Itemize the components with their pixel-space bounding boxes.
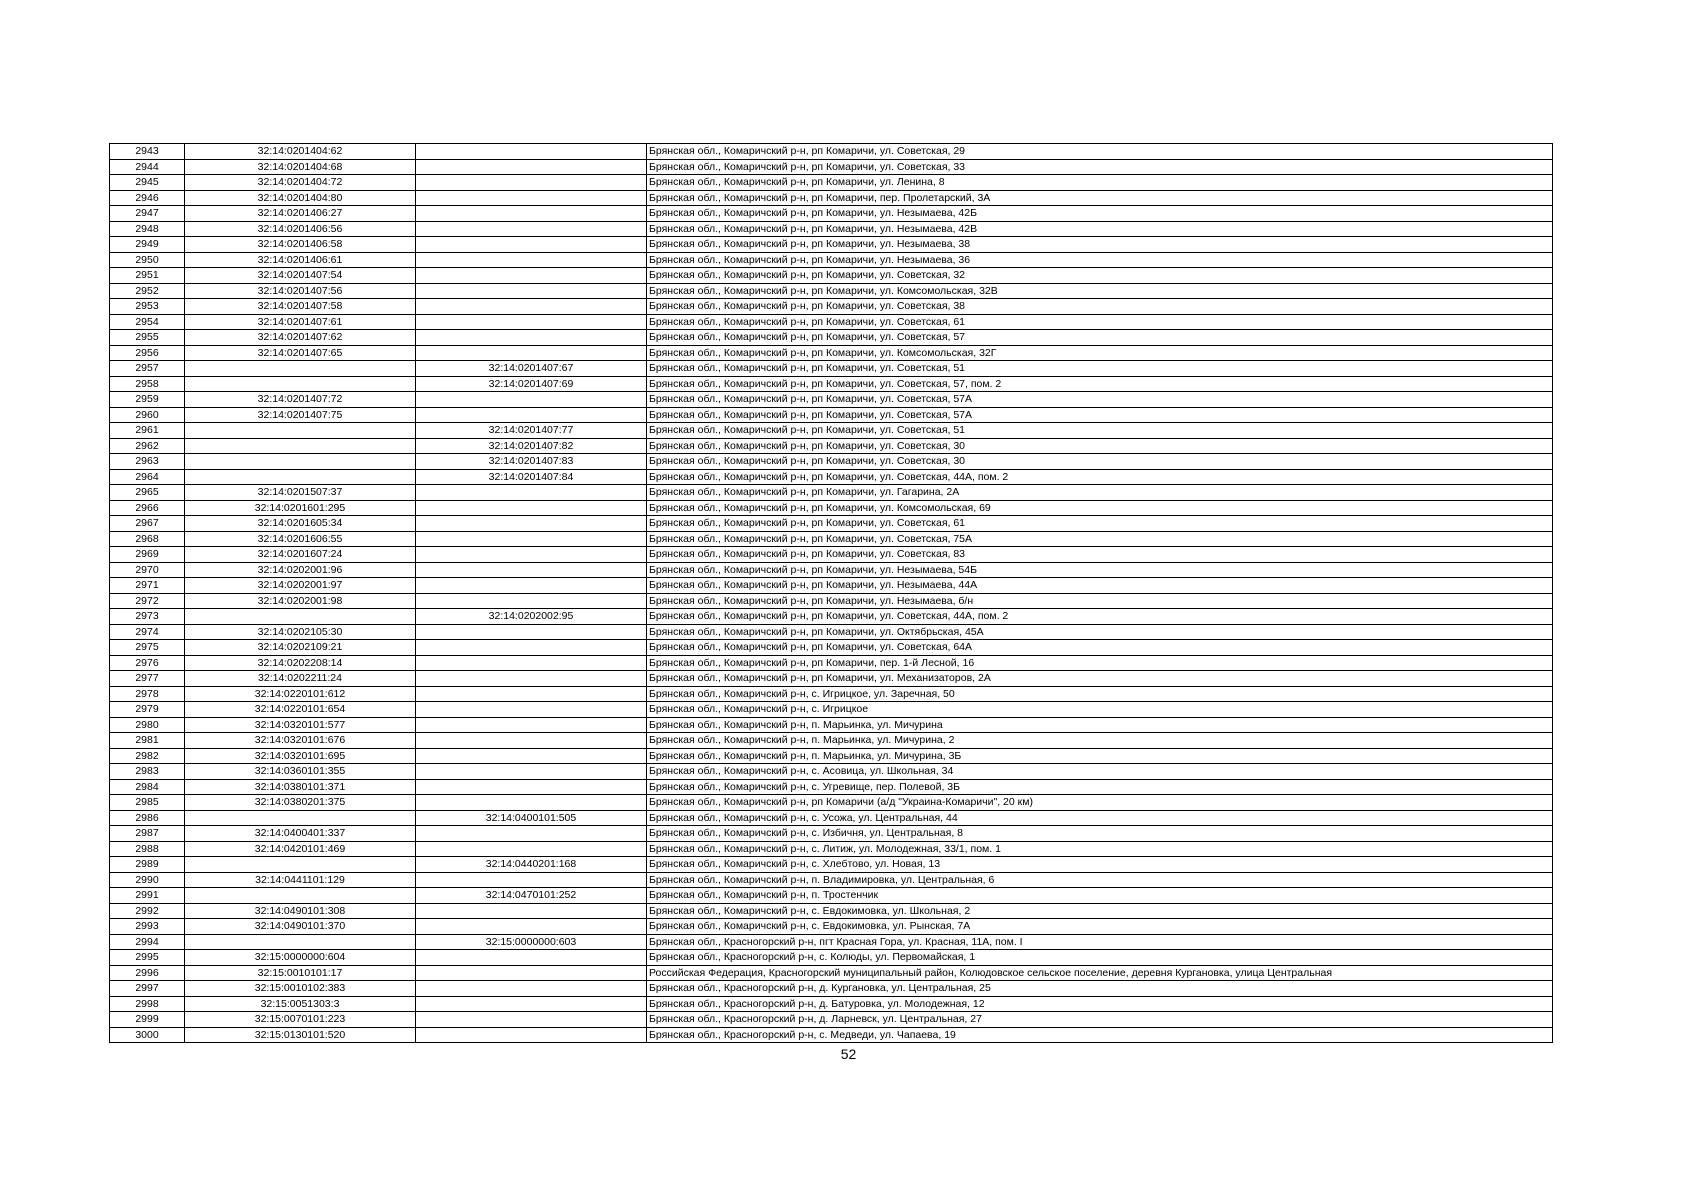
row-number-cell: 2999 [110,1012,185,1028]
address-cell: Брянская обл., Комаричский р-н, с. Евдокимовка, ул. Рынская, 7А [647,919,1553,935]
cadastral-number-alt-cell: 32:14:0440201:168 [416,857,647,873]
row-number-cell: 2960 [110,407,185,423]
cadastral-number-alt-cell [416,562,647,578]
row-number-cell: 2943 [110,144,185,160]
table-row [110,221,1553,237]
cadastral-number-cell: 32:14:0201407:65 [185,345,416,361]
table-row [110,361,1553,377]
cadastral-number-alt-cell [416,268,647,284]
address-cell: Брянская обл., Комаричский р-н, рп Комаричи, ул. Советская, 38 [647,299,1553,315]
cadastral-number-alt-cell [416,671,647,687]
table-row [110,764,1553,780]
address-cell: Брянская обл., Комаричский р-н, рп Комаричи, пер. 1-й Лесной, 16 [647,655,1553,671]
table-row [110,950,1553,966]
address-cell: Брянская обл., Комаричский р-н, рп Комаричи, ул. Советская, 64А [647,640,1553,656]
address-cell: Брянская обл., Комаричский р-н, п. Марьинка, ул. Мичурина [647,717,1553,733]
cadastral-number-cell [185,376,416,392]
cadastral-number-cell: 32:14:0201407:58 [185,299,416,315]
cadastral-number-alt-cell [416,237,647,253]
address-cell: Брянская обл., Комаричский р-н, с. Евдокимовка, ул. Школьная, 2 [647,903,1553,919]
cadastral-number-alt-cell [416,655,647,671]
row-number-cell: 2979 [110,702,185,718]
address-cell: Брянская обл., Комаричский р-н, рп Комаричи, ул. Советская, 33 [647,159,1553,175]
cadastral-number-cell: 32:14:0201406:27 [185,206,416,222]
cadastral-number-alt-cell: 32:14:0400101:505 [416,810,647,826]
cadastral-number-cell: 32:14:0201407:75 [185,407,416,423]
row-number-cell: 2967 [110,516,185,532]
address-cell: Брянская обл., Красногорский р-н, с. Колюды, ул. Первомайская, 1 [647,950,1553,966]
row-number-cell: 2980 [110,717,185,733]
cadastral-number-alt-cell [416,593,647,609]
cadastral-number-alt-cell [416,500,647,516]
cadastral-number-cell: 32:14:0320101:695 [185,748,416,764]
table-row [110,919,1553,935]
cadastral-number-cell: 32:14:0201601:295 [185,500,416,516]
cadastral-number-cell: 32:14:0202001:98 [185,593,416,609]
table-row [110,810,1553,826]
table-row [110,268,1553,284]
table-row [110,1027,1553,1043]
row-number-cell: 2948 [110,221,185,237]
table-row [110,640,1553,656]
cadastral-number-alt-cell [416,252,647,268]
cadastral-number-cell: 32:14:0201606:55 [185,531,416,547]
cadastral-number-cell: 32:14:0202001:97 [185,578,416,594]
table-row [110,795,1553,811]
table-row [110,888,1553,904]
row-number-cell: 2953 [110,299,185,315]
table-row [110,779,1553,795]
address-cell: Брянская обл., Комаричский р-н, рп Комаричи, ул. Советская, 75А [647,531,1553,547]
row-number-cell: 2986 [110,810,185,826]
row-number-cell: 3000 [110,1027,185,1043]
address-cell: Брянская обл., Комаричский р-н, с. Угревище, пер. Полевой, 3Б [647,779,1553,795]
cadastral-number-cell: 32:14:0201607:24 [185,547,416,563]
cadastral-number-alt-cell: 32:14:0470101:252 [416,888,647,904]
cadastral-number-cell: 32:14:0441101:129 [185,872,416,888]
row-number-cell: 2975 [110,640,185,656]
address-cell: Брянская обл., Комаричский р-н, рп Комаричи, пер. Пролетарский, 3А [647,190,1553,206]
cadastral-number-cell: 32:14:0380101:371 [185,779,416,795]
address-cell: Брянская обл., Комаричский р-н, с. Литиж, ул. Молодежная, 33/1, пом. 1 [647,841,1553,857]
row-number-cell: 2993 [110,919,185,935]
cadastral-number-alt-cell [416,686,647,702]
address-cell: Брянская обл., Комаричский р-н, рп Комаричи, ул. Комсомольская, 32В [647,283,1553,299]
row-number-cell: 2957 [110,361,185,377]
table-row [110,531,1553,547]
address-cell: Брянская обл., Красногорский р-н, д. Ларневск, ул. Центральная, 27 [647,1012,1553,1028]
cadastral-number-alt-cell [416,407,647,423]
address-cell: Брянская обл., Комаричский р-н, с. Игрицкое [647,702,1553,718]
address-cell: Брянская обл., Комаричский р-н, с. Игрицкое, ул. Заречная, 50 [647,686,1553,702]
cadastral-number-alt-cell [416,764,647,780]
cadastral-number-cell: 32:15:0070101:223 [185,1012,416,1028]
cadastral-number-cell: 32:14:0201407:56 [185,283,416,299]
row-number-cell: 2988 [110,841,185,857]
cadastral-number-alt-cell [416,748,647,764]
cadastral-number-cell [185,810,416,826]
cadastral-number-cell: 32:14:0320101:676 [185,733,416,749]
row-number-cell: 2945 [110,175,185,191]
cadastral-number-cell: 32:15:0130101:520 [185,1027,416,1043]
address-cell: Брянская обл., Комаричский р-н, рп Комаричи, ул. Советская, 29 [647,144,1553,160]
address-cell: Брянская обл., Комаричский р-н, рп Комаричи, ул. Незымаева, 36 [647,252,1553,268]
row-number-cell: 2978 [110,686,185,702]
table-row [110,872,1553,888]
cadastral-number-cell: 32:14:0201404:72 [185,175,416,191]
row-number-cell: 2991 [110,888,185,904]
address-cell: Брянская обл., Комаричский р-н, рп Комаричи, ул. Советская, 44А, пом. 2 [647,609,1553,625]
address-cell: Брянская обл., Комаричский р-н, рп Комаричи, ул. Советская, 57, пом. 2 [647,376,1553,392]
address-cell: Брянская обл., Красногорский р-н, пгт Красная Гора, ул. Красная, 11А, пом. I [647,934,1553,950]
cadastral-number-cell: 32:14:0201404:62 [185,144,416,160]
table-row [110,454,1553,470]
address-cell: Брянская обл., Комаричский р-н, рп Комаричи, ул. Незымаева, б/н [647,593,1553,609]
table-row [110,485,1553,501]
cadastral-number-alt-cell [416,795,647,811]
row-number-cell: 2969 [110,547,185,563]
cadastral-number-alt-cell [416,314,647,330]
cadastral-number-cell: 32:14:0202109:21 [185,640,416,656]
cadastral-number-cell: 32:14:0201406:56 [185,221,416,237]
address-cell: Брянская обл., Комаричский р-н, рп Комаричи, ул. Октябрьская, 45А [647,624,1553,640]
row-number-cell: 2982 [110,748,185,764]
address-cell: Российская Федерация, Красногорский муниципальный район, Колюдовское сельское поселение, деревня Кургановка, улица Центральная [647,965,1553,981]
address-cell: Брянская обл., Красногорский р-н, д. Кургановка, ул. Центральная, 25 [647,981,1553,997]
table-row [110,237,1553,253]
cadastral-number-cell [185,857,416,873]
cadastral-number-alt-cell: 32:14:0201407:83 [416,454,647,470]
table-row [110,826,1553,842]
cadastral-number-alt-cell [416,981,647,997]
table-row [110,903,1553,919]
cadastral-number-cell: 32:14:0201407:62 [185,330,416,346]
address-cell: Брянская обл., Комаричский р-н, с. Избичня, ул. Центральная, 8 [647,826,1553,842]
table-row [110,547,1553,563]
address-cell: Брянская обл., Комаричский р-н, рп Комаричи, ул. Советская, 61 [647,516,1553,532]
table-row [110,593,1553,609]
row-number-cell: 2990 [110,872,185,888]
cadastral-number-cell: 32:14:0220101:612 [185,686,416,702]
cadastral-number-cell: 32:14:0201407:61 [185,314,416,330]
table-row [110,996,1553,1012]
address-cell: Брянская обл., Комаричский р-н, рп Комаричи, ул. Незымаева, 42Б [647,206,1553,222]
cadastral-number-alt-cell [416,624,647,640]
cadastral-number-alt-cell [416,578,647,594]
address-cell: Брянская обл., Комаричский р-н, рп Комаричи, ул. Советская, 32 [647,268,1553,284]
table-row [110,469,1553,485]
row-number-cell: 2985 [110,795,185,811]
row-number-cell: 2964 [110,469,185,485]
table-row [110,578,1553,594]
row-number-cell: 2952 [110,283,185,299]
table-row [110,516,1553,532]
address-cell: Брянская обл., Комаричский р-н, рп Комаричи, ул. Комсомольская, 32Г [647,345,1553,361]
table-row [110,702,1553,718]
cadastral-number-cell: 32:14:0320101:577 [185,717,416,733]
row-number-cell: 2958 [110,376,185,392]
cadastral-number-cell [185,423,416,439]
cadastral-number-alt-cell [416,903,647,919]
table-row [110,423,1553,439]
cadastral-number-alt-cell [416,640,647,656]
row-number-cell: 2947 [110,206,185,222]
cadastral-number-alt-cell [416,206,647,222]
cadastral-number-alt-cell: 32:14:0201407:69 [416,376,647,392]
cadastral-number-cell [185,361,416,377]
cadastral-number-cell: 32:14:0202211:24 [185,671,416,687]
table-row [110,609,1553,625]
address-cell: Брянская обл., Комаричский р-н, рп Комаричи, ул. Советская, 51 [647,423,1553,439]
cadastral-number-cell: 32:15:0010101:17 [185,965,416,981]
cadastral-number-cell: 32:14:0201605:34 [185,516,416,532]
row-number-cell: 2962 [110,438,185,454]
address-cell: Брянская обл., Комаричский р-н, рп Комаричи, ул. Незымаева, 38 [647,237,1553,253]
cadastral-number-alt-cell [416,485,647,501]
table-row [110,376,1553,392]
cadastral-number-alt-cell [416,221,647,237]
address-cell: Брянская обл., Красногорский р-н, д. Батуровка, ул. Молодежная, 12 [647,996,1553,1012]
cadastral-number-alt-cell [416,175,647,191]
table-row [110,981,1553,997]
cadastral-number-alt-cell [416,841,647,857]
row-number-cell: 2973 [110,609,185,625]
address-cell: Брянская обл., Комаричский р-н, рп Комаричи, ул. Ленина, 8 [647,175,1553,191]
cadastral-number-alt-cell [416,965,647,981]
cadastral-number-alt-cell [416,996,647,1012]
table-row [110,841,1553,857]
address-cell: Брянская обл., Комаричский р-н, рп Комаричи, ул. Советская, 30 [647,438,1553,454]
cadastral-number-alt-cell [416,779,647,795]
cadastral-number-alt-cell: 32:15:0000000:603 [416,934,647,950]
row-number-cell: 2981 [110,733,185,749]
registry-table [109,143,1553,1043]
cadastral-number-alt-cell [416,283,647,299]
row-number-cell: 2976 [110,655,185,671]
cadastral-number-cell: 32:14:0201404:80 [185,190,416,206]
address-cell: Брянская обл., Комаричский р-н, рп Комаричи, ул. Комсомольская, 69 [647,500,1553,516]
cadastral-number-alt-cell [416,872,647,888]
row-number-cell: 2956 [110,345,185,361]
cadastral-number-cell: 32:14:0220101:654 [185,702,416,718]
registry-table-body [110,144,1553,1043]
cadastral-number-cell: 32:14:0360101:355 [185,764,416,780]
address-cell: Брянская обл., Комаричский р-н, с. Усожа, ул. Центральная, 44 [647,810,1553,826]
table-row [110,748,1553,764]
table-row [110,159,1553,175]
table-row [110,283,1553,299]
cadastral-number-alt-cell [416,531,647,547]
cadastral-number-cell: 32:15:0010102:383 [185,981,416,997]
cadastral-number-alt-cell: 32:14:0201407:82 [416,438,647,454]
cadastral-number-alt-cell [416,516,647,532]
cadastral-number-alt-cell [416,392,647,408]
table-row [110,392,1553,408]
page-number: 52 [840,1046,857,1062]
address-cell: Брянская обл., Комаричский р-н, рп Комаричи, ул. Советская, 57 [647,330,1553,346]
address-cell: Брянская обл., Красногорский р-н, с. Медведи, ул. Чапаева, 19 [647,1027,1553,1043]
table-row [110,144,1553,160]
table-row [110,345,1553,361]
row-number-cell: 2959 [110,392,185,408]
table-row [110,314,1553,330]
row-number-cell: 2987 [110,826,185,842]
address-cell: Брянская обл., Комаричский р-н, п. Марьинка, ул. Мичурина, 3Б [647,748,1553,764]
row-number-cell: 2997 [110,981,185,997]
cadastral-number-cell: 32:14:0202105:30 [185,624,416,640]
table-row [110,965,1553,981]
row-number-cell: 2968 [110,531,185,547]
cadastral-number-cell: 32:15:0051303:3 [185,996,416,1012]
row-number-cell: 2949 [110,237,185,253]
row-number-cell: 2963 [110,454,185,470]
cadastral-number-cell [185,438,416,454]
cadastral-number-cell: 32:14:0400401:337 [185,826,416,842]
table-row [110,733,1553,749]
table-row [110,407,1553,423]
table-row [110,299,1553,315]
cadastral-number-alt-cell [416,330,647,346]
table-row [110,190,1553,206]
address-cell: Брянская обл., Комаричский р-н, п. Тростенчик [647,888,1553,904]
row-number-cell: 2996 [110,965,185,981]
address-cell: Брянская обл., Комаричский р-н, рп Комаричи, ул. Советская, 57А [647,407,1553,423]
table-row [110,438,1553,454]
cadastral-number-cell [185,609,416,625]
table-row [110,562,1553,578]
cadastral-number-cell: 32:14:0201407:54 [185,268,416,284]
row-number-cell: 2992 [110,903,185,919]
table-row [110,671,1553,687]
table-row [110,175,1553,191]
cadastral-number-cell: 32:14:0490101:308 [185,903,416,919]
row-number-cell: 2972 [110,593,185,609]
cadastral-number-cell: 32:14:0490101:370 [185,919,416,935]
table-row [110,934,1553,950]
address-cell: Брянская обл., Комаричский р-н, п. Владимировка, ул. Центральная, 6 [647,872,1553,888]
cadastral-number-alt-cell: 32:14:0201407:77 [416,423,647,439]
row-number-cell: 2946 [110,190,185,206]
cadastral-number-alt-cell: 32:14:0201407:67 [416,361,647,377]
row-number-cell: 2961 [110,423,185,439]
address-cell: Брянская обл., Комаричский р-н, рп Комаричи, ул. Советская, 30 [647,454,1553,470]
table-row [110,655,1553,671]
cadastral-number-alt-cell [416,190,647,206]
row-number-cell: 2983 [110,764,185,780]
cadastral-number-cell: 32:15:0000000:604 [185,950,416,966]
cadastral-number-alt-cell [416,345,647,361]
row-number-cell: 2970 [110,562,185,578]
row-number-cell: 2977 [110,671,185,687]
cadastral-number-cell: 32:14:0380201:375 [185,795,416,811]
address-cell: Брянская обл., Комаричский р-н, рп Комаричи, ул. Незымаева, 44А [647,578,1553,594]
cadastral-number-cell: 32:14:0201406:61 [185,252,416,268]
row-number-cell: 2998 [110,996,185,1012]
row-number-cell: 2974 [110,624,185,640]
row-number-cell: 2954 [110,314,185,330]
row-number-cell: 2944 [110,159,185,175]
cadastral-number-alt-cell [416,144,647,160]
row-number-cell: 2984 [110,779,185,795]
table-row [110,1012,1553,1028]
table-row [110,717,1553,733]
cadastral-number-cell: 32:14:0202208:14 [185,655,416,671]
address-cell: Брянская обл., Комаричский р-н, п. Марьинка, ул. Мичурина, 2 [647,733,1553,749]
row-number-cell: 2971 [110,578,185,594]
cadastral-number-alt-cell [416,547,647,563]
table-row [110,252,1553,268]
table-row [110,857,1553,873]
cadastral-number-cell: 32:14:0201507:37 [185,485,416,501]
address-cell: Брянская обл., Комаричский р-н, рп Комаричи, ул. Советская, 51 [647,361,1553,377]
row-number-cell: 2965 [110,485,185,501]
cadastral-number-alt-cell [416,717,647,733]
address-cell: Брянская обл., Комаричский р-н, рп Комаричи, ул. Советская, 61 [647,314,1553,330]
cadastral-number-cell [185,888,416,904]
address-cell: Брянская обл., Комаричский р-н, рп Комаричи, ул. Незымаева, 42В [647,221,1553,237]
cadastral-number-cell: 32:14:0420101:469 [185,841,416,857]
row-number-cell: 2951 [110,268,185,284]
cadastral-number-alt-cell [416,159,647,175]
address-cell: Брянская обл., Комаричский р-н, рп Комаричи, ул. Советская, 57А [647,392,1553,408]
address-cell: Брянская обл., Комаричский р-н, рп Комаричи, ул. Советская, 83 [647,547,1553,563]
cadastral-number-alt-cell [416,950,647,966]
row-number-cell: 2989 [110,857,185,873]
cadastral-number-alt-cell [416,826,647,842]
address-cell: Брянская обл., Комаричский р-н, с. Хлебтово, ул. Новая, 13 [647,857,1553,873]
table-row [110,330,1553,346]
row-number-cell: 2955 [110,330,185,346]
table-row [110,206,1553,222]
address-cell: Брянская обл., Комаричский р-н, рп Комаричи (а/д "Украина-Комаричи", 20 км) [647,795,1553,811]
cadastral-number-cell: 32:14:0202001:96 [185,562,416,578]
address-cell: Брянская обл., Комаричский р-н, рп Комаричи, ул. Механизаторов, 2А [647,671,1553,687]
cadastral-number-alt-cell [416,919,647,935]
cadastral-number-cell [185,469,416,485]
cadastral-number-alt-cell: 32:14:0201407:84 [416,469,647,485]
cadastral-number-alt-cell: 32:14:0202002:95 [416,609,647,625]
cadastral-number-cell: 32:14:0201406:58 [185,237,416,253]
table-row [110,686,1553,702]
table-row [110,500,1553,516]
cadastral-number-alt-cell [416,733,647,749]
cadastral-number-alt-cell [416,1027,647,1043]
address-cell: Брянская обл., Комаричский р-н, с. Асовица, ул. Школьная, 34 [647,764,1553,780]
row-number-cell: 2995 [110,950,185,966]
row-number-cell: 2966 [110,500,185,516]
table-row [110,624,1553,640]
row-number-cell: 2950 [110,252,185,268]
cadastral-number-alt-cell [416,299,647,315]
cadastral-number-cell [185,454,416,470]
cadastral-number-cell: 32:14:0201404:68 [185,159,416,175]
address-cell: Брянская обл., Комаричский р-н, рп Комаричи, ул. Гагарина, 2А [647,485,1553,501]
cadastral-number-cell: 32:14:0201407:72 [185,392,416,408]
cadastral-number-cell [185,934,416,950]
address-cell: Брянская обл., Комаричский р-н, рп Комаричи, ул. Советская, 44А, пом. 2 [647,469,1553,485]
row-number-cell: 2994 [110,934,185,950]
cadastral-number-alt-cell [416,702,647,718]
address-cell: Брянская обл., Комаричский р-н, рп Комаричи, ул. Незымаева, 54Б [647,562,1553,578]
cadastral-number-alt-cell [416,1012,647,1028]
